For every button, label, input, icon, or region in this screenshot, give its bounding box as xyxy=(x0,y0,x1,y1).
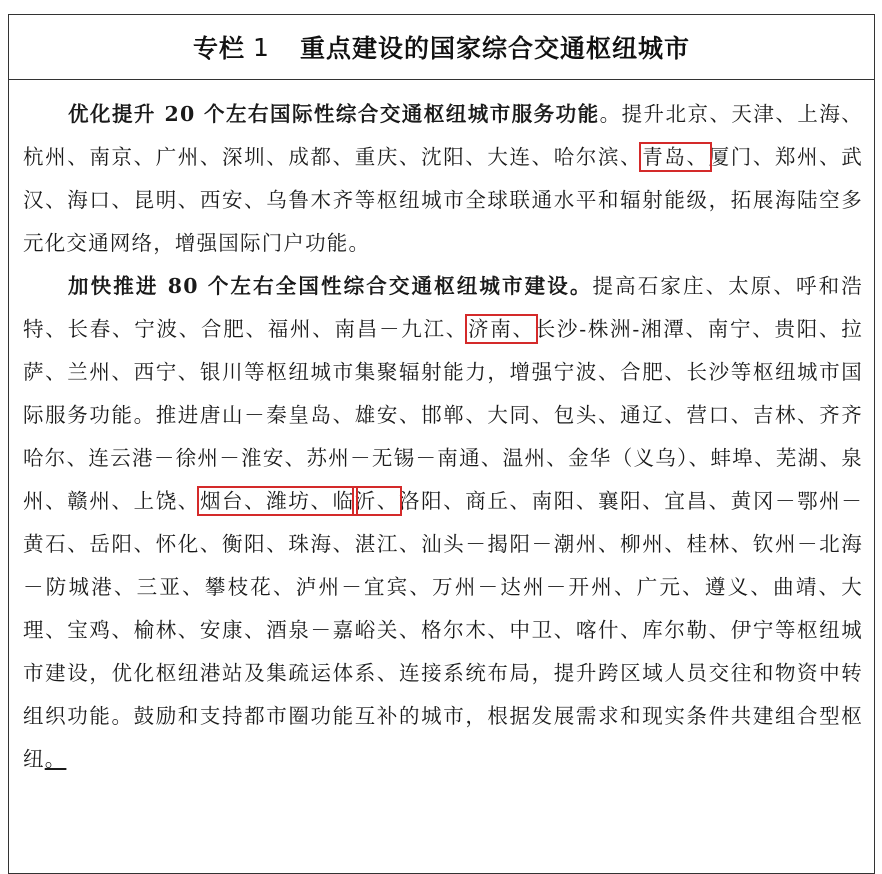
paragraph-text: 提升北京、天津、上海、杭州、南京、广州、深圳、成都、重庆、沈阳、大连、哈尔滨、 xyxy=(23,102,863,169)
column-title-bar xyxy=(9,15,874,80)
paragraph-text: 厦门、郑州、武汉、海口、昆明、西安、乌鲁木齐等枢纽城市全球联通水平和辐射能级，拓展海陆空多元化交通网络，增强国际门户功能。 xyxy=(23,145,863,255)
paragraph-text: 提高石家庄、太原、呼和浩特、长春、宁波、合肥、福州、南昌－九江、 xyxy=(23,274,863,341)
paragraph-text: 洛阳、商丘、南阳、襄阳、宜昌、黄冈－鄂州－黄石、岳阳、怀化、衡阳、珠海、湛江、汕头－揭阳－潮州、柳州、桂林、钦州－北海－防城港、三亚、攀枝花、泸州－宜宾、万州－达州－开州、广元、遵义、曲靖、大理、宝鸡、榆林、安康、酒泉－嘉峪关、格尔木、中卫、喀什、库尔勒、伊宁等枢纽城市建设，优化枢纽港站及集疏运体系、连接系统布局，提升跨区域人员交往和物资中转组织功能。鼓励和支持都市圈功能互补的城市，根据发展需求和现实条件共建组合型枢纽 xyxy=(23,489,863,771)
lead-punctuation: 。 xyxy=(599,102,622,126)
paragraph-international-hubs xyxy=(23,93,863,265)
column-label: 专栏 xyxy=(193,34,246,63)
column-number: 1 xyxy=(253,32,270,62)
column-title: 重点建设的国家综合交通枢纽城市 xyxy=(299,34,690,63)
highlight-yi: 沂、 xyxy=(354,489,399,513)
lead-punctuation: 。 xyxy=(569,274,593,298)
paragraph-lead: 加快推进 80 个左右全国性综合交通枢纽城市建设 xyxy=(68,274,570,298)
paragraph-lead: 优化提升 20 个左右国际性综合交通枢纽城市服务功能 xyxy=(68,102,600,126)
highlight-jinan: 济南、 xyxy=(467,317,535,341)
column-body xyxy=(9,80,874,781)
highlight-qingdao: 青岛、 xyxy=(642,145,709,169)
paragraph-national-hubs xyxy=(23,265,863,781)
column-box xyxy=(8,14,875,874)
paragraph-text: 长沙-株洲-湘潭、南宁、贵阳、拉萨、兰州、西宁、银川等枢纽城市集聚辐射能力，增强宁波、合肥、长沙等枢纽城市国际服务功能。推进唐山－秦皇岛、雄安、邯郸、大同、包头、通辽、营口、吉林、齐齐哈尔、连云港－徐州－淮安、苏州－无锡－南通、温州、金华（义乌）、蚌埠、芜湖、泉州、赣州、上饶、 xyxy=(23,317,863,513)
paragraph-end-punctuation: 。 xyxy=(44,747,67,771)
highlight-yantai-weifang-lin: 烟台、潍坊、临 xyxy=(199,489,355,513)
